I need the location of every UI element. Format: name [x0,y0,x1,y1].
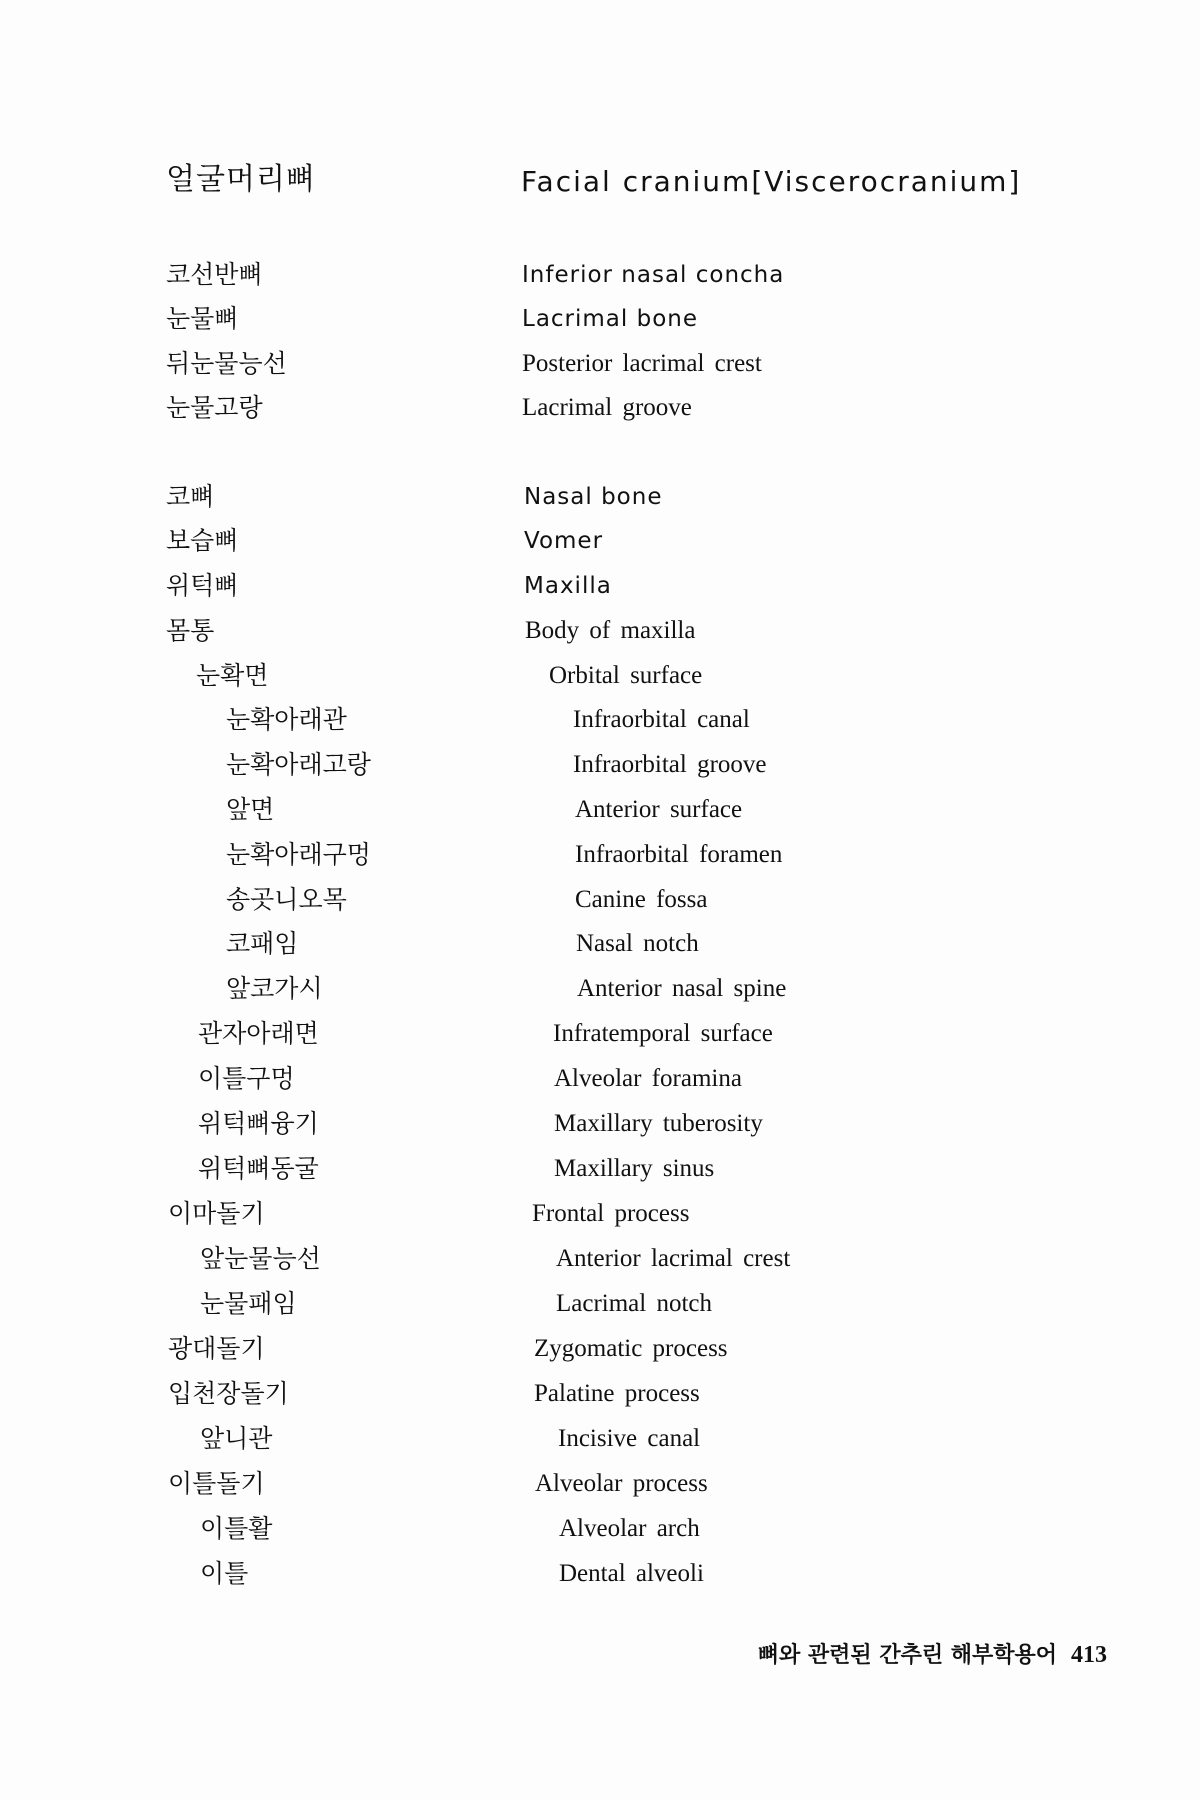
term-english: Nasal bone [524,484,663,510]
term-english: Infraorbital groove [573,751,767,778]
term-korean: 앞코가시 [226,974,323,1003]
term-row [0,1062,1200,1102]
section-heading [0,160,1200,210]
term-korean: 위턱뼈융기 [198,1109,319,1138]
term-english: Infraorbital canal [573,706,750,733]
term-english: Frontal process [532,1200,690,1227]
term-korean: 눈확아래구멍 [226,840,371,869]
term-row [0,524,1200,564]
term-korean: 광대돌기 [168,1334,265,1363]
term-row [0,1017,1200,1057]
term-row [0,1242,1200,1282]
term-korean: 송곳니오목 [226,885,347,914]
term-row [0,838,1200,878]
term-korean: 위턱뼈동굴 [198,1154,319,1183]
term-korean: 입천장돌기 [168,1379,289,1408]
term-row [0,793,1200,833]
term-korean: 눈물뼈 [166,304,239,333]
term-row [0,1467,1200,1507]
term-english: Dental alveoli [559,1560,704,1587]
term-korean: 앞니관 [200,1424,273,1453]
term-english: Nasal notch [576,930,699,957]
term-korean: 코뼈 [166,482,215,511]
term-korean: 관자아래면 [198,1019,319,1048]
term-korean: 몸통 [166,616,215,645]
term-korean: 보습뼈 [166,526,239,555]
term-korean: 위턱뼈 [166,571,239,600]
section-title-english: Facial cranium[Viscerocranium] [521,165,1022,198]
term-english: Palatine process [534,1380,700,1407]
term-row [0,614,1200,654]
term-english: Alveolar foramina [554,1065,742,1092]
term-row [0,391,1200,431]
footer-title: 뼈와 관련된 간추린 해부학용어 [757,1643,1057,1668]
term-english: Inferior nasal concha [522,262,785,288]
term-row [0,883,1200,923]
term-english: Anterior nasal spine [577,975,787,1002]
term-english: Posterior lacrimal crest [522,350,762,377]
term-english: Alveolar arch [559,1515,700,1542]
term-korean: 눈물고랑 [166,393,263,422]
term-row [0,302,1200,342]
term-english: Zygomatic process [534,1335,728,1362]
term-english: Anterior surface [575,796,743,823]
term-row [0,480,1200,520]
term-row [0,972,1200,1012]
term-row [0,258,1200,298]
term-korean: 앞눈물능선 [200,1244,321,1273]
term-english: Lacrimal groove [522,394,692,421]
term-korean: 눈확아래관 [226,705,347,734]
term-row [0,1332,1200,1372]
term-korean: 이틀구멍 [198,1064,295,1093]
term-korean: 눈확면 [196,661,269,690]
page-number: 413 [1071,1642,1107,1668]
term-english: Lacrimal bone [522,306,698,332]
term-row [0,1512,1200,1552]
term-row [0,1197,1200,1237]
term-row [0,1422,1200,1462]
term-english: Infraorbital foramen [575,841,783,868]
term-row [0,703,1200,743]
term-row [0,569,1200,609]
term-english: Anterior lacrimal crest [556,1245,791,1272]
running-footer [758,1640,1107,1671]
term-korean: 이틀돌기 [168,1469,265,1498]
section-title-korean: 얼굴머리뼈 [166,162,316,197]
term-english: Maxillary sinus [554,1155,715,1182]
term-korean: 이마돌기 [168,1199,265,1228]
term-english: Canine fossa [575,886,708,913]
term-english: Incisive canal [558,1425,701,1452]
term-korean: 눈확아래고랑 [226,750,371,779]
term-english: Body of maxilla [525,617,696,644]
term-korean: 앞면 [226,795,275,824]
term-row [0,1107,1200,1147]
term-row [0,347,1200,387]
term-korean: 코선반뼈 [166,260,263,289]
term-korean: 뒤눈물능선 [166,349,287,378]
term-english: Vomer [524,528,604,554]
term-row [0,1152,1200,1192]
term-row [0,1287,1200,1327]
term-korean: 코패임 [226,929,299,958]
term-english: Lacrimal notch [556,1290,713,1317]
term-english: Maxilla [524,573,612,599]
term-korean: 눈물패임 [200,1289,297,1318]
term-row [0,1557,1200,1597]
term-english: Infratemporal surface [553,1020,773,1047]
term-english: Maxillary tuberosity [554,1110,763,1137]
term-korean: 이틀활 [200,1514,273,1543]
term-row [0,1377,1200,1417]
term-row [0,659,1200,699]
term-row [0,748,1200,788]
term-row [0,927,1200,967]
term-english: Alveolar process [535,1470,708,1497]
term-korean: 이틀 [200,1559,249,1588]
term-english: Orbital surface [549,662,703,689]
